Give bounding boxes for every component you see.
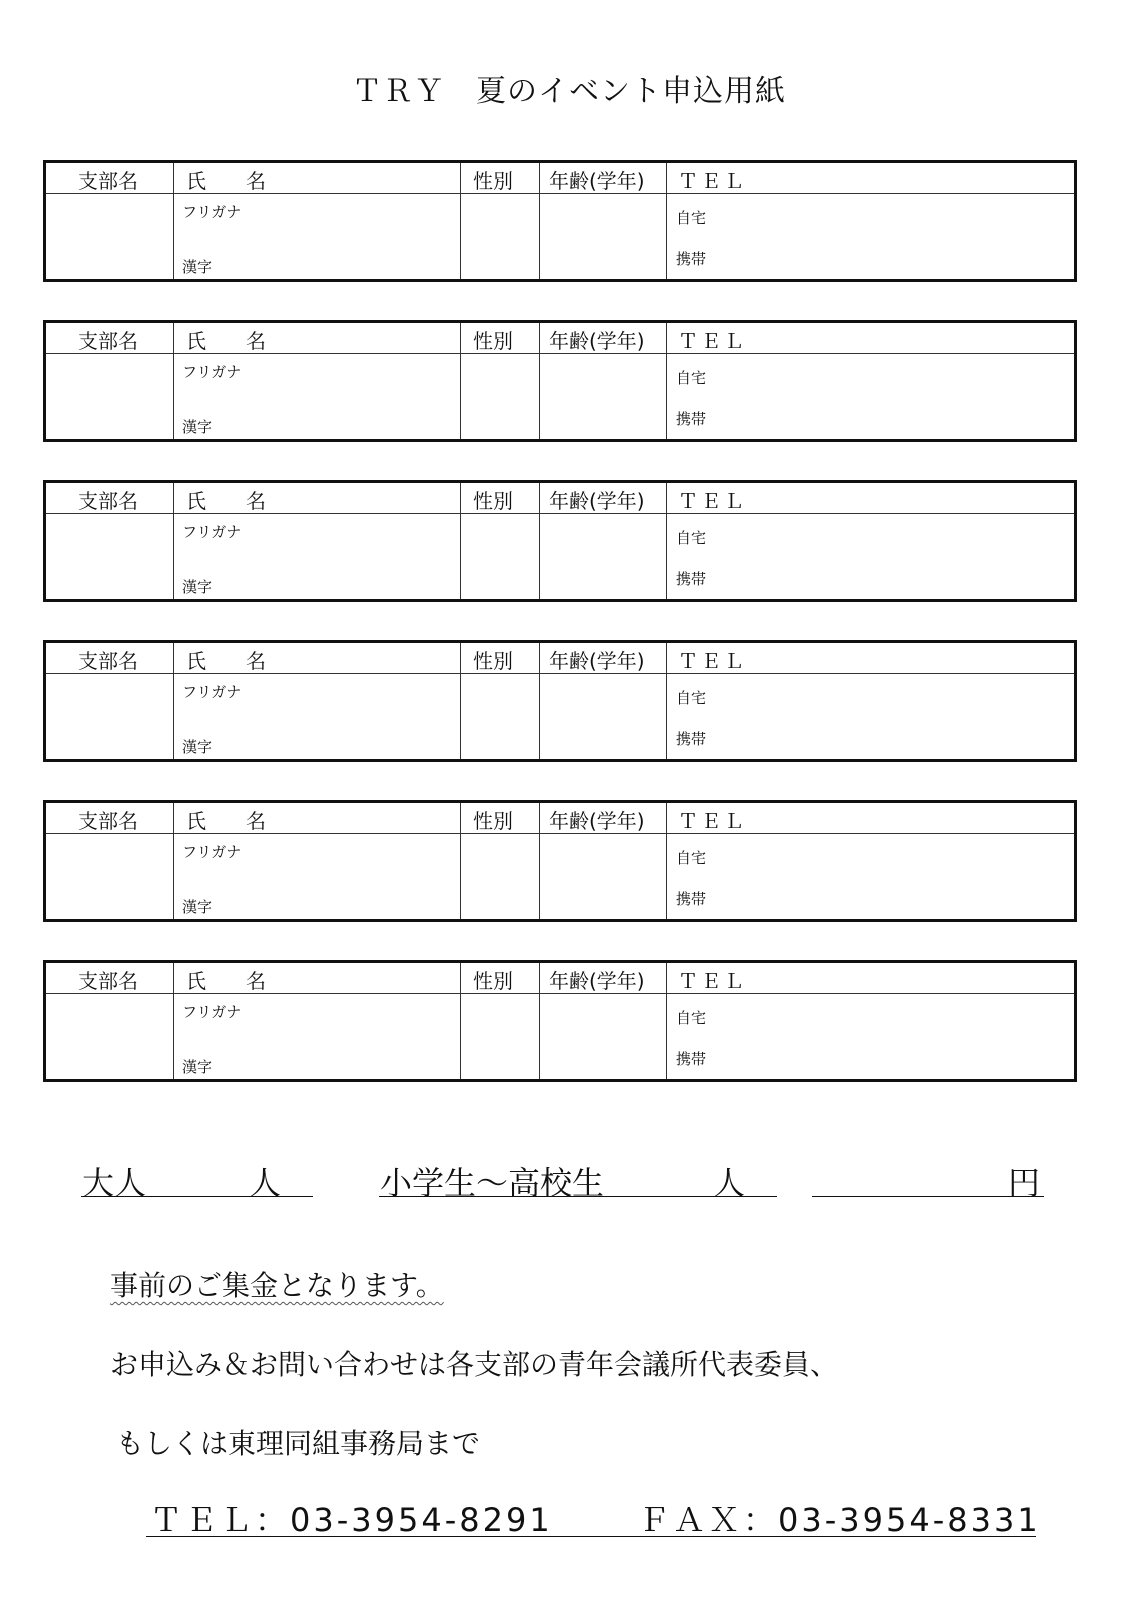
home-phone-label: 自宅 <box>676 849 707 867</box>
age-field[interactable] <box>541 515 666 599</box>
branch-field[interactable] <box>46 515 173 599</box>
name-header: 氏 名 <box>186 489 266 513</box>
contact-underline <box>146 1536 1036 1537</box>
column-divider <box>539 483 540 599</box>
kanji-label: 漢字 <box>182 898 213 916</box>
furigana-label: フリガナ <box>182 523 242 541</box>
column-divider <box>539 643 540 759</box>
furigana-label: フリガナ <box>182 683 242 701</box>
column-divider <box>460 163 461 279</box>
column-divider <box>539 803 540 919</box>
age-header: 年齢(学年) <box>549 169 645 193</box>
branch-header: 支部名 <box>78 649 138 673</box>
column-divider <box>539 323 540 439</box>
column-divider <box>460 323 461 439</box>
age-header: 年齢(学年) <box>549 809 645 833</box>
student-label: 小学生～高校生 <box>380 1164 605 1202</box>
student-unit: 人 <box>713 1164 746 1202</box>
column-divider <box>666 643 667 759</box>
home-phone-label: 自宅 <box>676 1009 707 1027</box>
furigana-label: フリガナ <box>182 1003 242 1021</box>
column-divider <box>173 163 174 279</box>
tel-field[interactable] <box>668 195 1074 279</box>
column-divider <box>173 643 174 759</box>
tel-field[interactable] <box>668 675 1074 759</box>
age-header: 年齢(学年) <box>549 969 645 993</box>
branch-header: 支部名 <box>78 169 138 193</box>
prepay-note: 事前のご集金となります。 <box>110 1269 444 1302</box>
column-divider <box>539 963 540 1079</box>
branch-field[interactable] <box>46 995 173 1079</box>
name-header: 氏 名 <box>186 329 266 353</box>
kanji-label: 漢字 <box>182 418 213 436</box>
tel-header: ＴＥＬ <box>678 489 747 513</box>
inquiry-note-line1: お申込み＆お問い合わせは各支部の青年会議所代表委員、 <box>110 1348 839 1381</box>
gender-header: 性別 <box>473 489 513 513</box>
name-header: 氏 名 <box>186 969 266 993</box>
home-phone-label: 自宅 <box>676 369 707 387</box>
age-header: 年齢(学年) <box>549 329 645 353</box>
gender-header: 性別 <box>473 649 513 673</box>
tel-field[interactable] <box>668 995 1074 1079</box>
home-phone-label: 自宅 <box>676 209 707 227</box>
tel-header: ＴＥＬ <box>678 809 747 833</box>
kanji-label: 漢字 <box>182 578 213 596</box>
column-divider <box>539 163 540 279</box>
name-header: 氏 名 <box>186 649 266 673</box>
age-field[interactable] <box>541 675 666 759</box>
tel-header: ＴＥＬ <box>678 649 747 673</box>
gender-field[interactable] <box>462 355 539 439</box>
gender-header: 性別 <box>473 169 513 193</box>
gender-field[interactable] <box>462 195 539 279</box>
amount-line[interactable] <box>812 1196 1044 1197</box>
age-field[interactable] <box>541 355 666 439</box>
applicant-form-block <box>43 640 1077 762</box>
column-divider <box>173 323 174 439</box>
yen-unit: 円 <box>1008 1164 1041 1202</box>
tel-header: ＴＥＬ <box>678 969 747 993</box>
branch-header: 支部名 <box>78 809 138 833</box>
mobile-phone-label: 携帯 <box>676 410 707 428</box>
furigana-label: フリガナ <box>182 843 242 861</box>
column-divider <box>666 323 667 439</box>
contact-tel: ＴＥＬ：03-3954-8291 <box>150 1501 553 1539</box>
column-divider <box>173 963 174 1079</box>
name-header: 氏 名 <box>186 169 266 193</box>
adult-count-line[interactable] <box>81 1196 313 1197</box>
contact-fax: ＦＡＸ：03-3954-8331 <box>638 1501 1041 1539</box>
column-divider <box>460 963 461 1079</box>
tel-field[interactable] <box>668 835 1074 919</box>
column-divider <box>460 803 461 919</box>
branch-header: 支部名 <box>78 969 138 993</box>
mobile-phone-label: 携帯 <box>676 730 707 748</box>
gender-field[interactable] <box>462 675 539 759</box>
inquiry-note-line2: もしくは東理同組事務局まで <box>116 1427 481 1460</box>
page-title: ＴＲＹ 夏のイベント申込用紙 <box>352 74 786 109</box>
age-header: 年齢(学年) <box>549 489 645 513</box>
column-divider <box>173 483 174 599</box>
furigana-label: フリガナ <box>182 363 242 381</box>
column-divider <box>666 963 667 1079</box>
gender-field[interactable] <box>462 515 539 599</box>
mobile-phone-label: 携帯 <box>676 570 707 588</box>
age-header: 年齢(学年) <box>549 649 645 673</box>
gender-field[interactable] <box>462 995 539 1079</box>
branch-field[interactable] <box>46 835 173 919</box>
branch-field[interactable] <box>46 675 173 759</box>
branch-field[interactable] <box>46 195 173 279</box>
tel-header: ＴＥＬ <box>678 169 747 193</box>
home-phone-label: 自宅 <box>676 529 707 547</box>
kanji-label: 漢字 <box>182 738 213 756</box>
column-divider <box>460 483 461 599</box>
applicant-form-block <box>43 320 1077 442</box>
column-divider <box>173 803 174 919</box>
adult-unit: 人 <box>249 1164 282 1202</box>
kanji-label: 漢字 <box>182 1058 213 1076</box>
branch-field[interactable] <box>46 355 173 439</box>
age-field[interactable] <box>541 995 666 1079</box>
age-field[interactable] <box>541 835 666 919</box>
gender-header: 性別 <box>473 969 513 993</box>
column-divider <box>460 643 461 759</box>
branch-header: 支部名 <box>78 489 138 513</box>
applicant-form-block <box>43 800 1077 922</box>
column-divider <box>666 163 667 279</box>
applicant-form-block <box>43 480 1077 602</box>
adult-label: 大人 <box>82 1164 147 1202</box>
age-field[interactable] <box>541 195 666 279</box>
column-divider <box>666 803 667 919</box>
mobile-phone-label: 携帯 <box>676 890 707 908</box>
gender-header: 性別 <box>473 809 513 833</box>
kanji-label: 漢字 <box>182 258 213 276</box>
name-header: 氏 名 <box>186 809 266 833</box>
tel-field[interactable] <box>668 515 1074 599</box>
gender-field[interactable] <box>462 835 539 919</box>
branch-header: 支部名 <box>78 329 138 353</box>
home-phone-label: 自宅 <box>676 689 707 707</box>
gender-header: 性別 <box>473 329 513 353</box>
furigana-label: フリガナ <box>182 203 242 221</box>
tel-header: ＴＥＬ <box>678 329 747 353</box>
student-count-line[interactable] <box>379 1196 777 1197</box>
column-divider <box>666 483 667 599</box>
mobile-phone-label: 携帯 <box>676 1050 707 1068</box>
tel-field[interactable] <box>668 355 1074 439</box>
applicant-form-block <box>43 160 1077 282</box>
applicant-form-block <box>43 960 1077 1082</box>
mobile-phone-label: 携帯 <box>676 250 707 268</box>
